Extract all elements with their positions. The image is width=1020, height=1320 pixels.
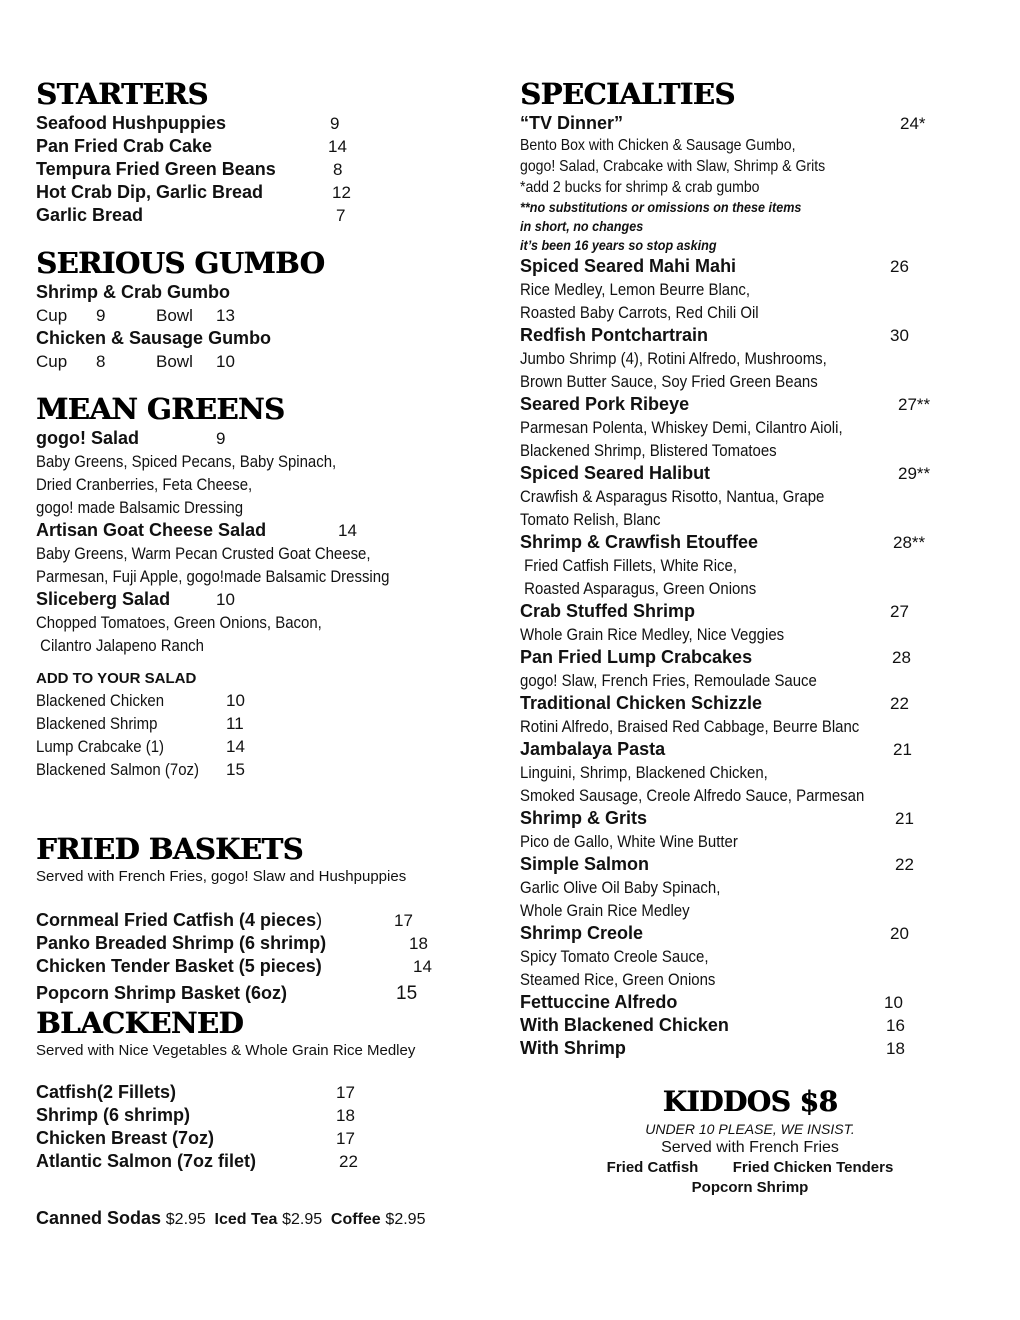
item-name: Shrimp Creole <box>520 923 644 943</box>
item-name: Traditional Chicken Schizzle <box>520 693 763 713</box>
menu-item <box>36 955 496 978</box>
cup-price: 9 <box>96 306 106 325</box>
menu-item <box>520 738 990 761</box>
gumbo-size-row <box>36 350 496 373</box>
item-description: Dried Cranberries, Feta Cheese, <box>36 475 253 494</box>
item-description: Fried Catfish Fillets, White Rice, <box>520 556 737 575</box>
addon-name: Blackened Shrimp <box>36 714 158 733</box>
addon-price: 15 <box>226 760 245 779</box>
menu-item <box>520 646 990 669</box>
drink-name: Iced Tea <box>214 1211 278 1228</box>
menu-item <box>36 1104 496 1127</box>
addon-price: 10 <box>226 691 245 710</box>
item-price: 10 <box>884 993 903 1012</box>
addon-row <box>36 689 496 712</box>
item-price: 17 <box>336 1129 355 1148</box>
item-name: Spiced Seared Mahi Mahi <box>520 256 737 276</box>
blackened-list <box>36 1081 496 1173</box>
item-description: Linguini, Shrimp, Blackened Chicken, <box>520 763 768 782</box>
menu-item <box>36 1127 496 1150</box>
item-name: Popcorn Shrimp Basket (6oz) <box>36 983 288 1003</box>
item-name: “TV Dinner” <box>520 113 624 133</box>
menu-item <box>36 204 496 227</box>
item-price: 22 <box>895 855 914 874</box>
item-name: Tempura Fried Green Beans <box>36 159 276 179</box>
greens-list <box>36 427 496 781</box>
item-description: Blackened Shrimp, Blistered Tomatoes <box>520 441 777 460</box>
menu-item <box>36 135 496 158</box>
menu-item <box>520 324 990 347</box>
item-name: Jambalaya Pasta <box>520 739 666 759</box>
item-description: Parmesan, Fuji Apple, gogo!made Balsamic Dressing <box>36 567 390 586</box>
right-column <box>520 72 990 1060</box>
menu-item <box>36 909 496 932</box>
item-description: *add 2 bucks for shrimp & crab gumbo <box>520 179 760 196</box>
addon-name: Blackened Chicken <box>36 691 165 710</box>
item-description: Baby Greens, Spiced Pecans, Baby Spinach, <box>36 452 337 471</box>
item-price: 8 <box>333 160 343 179</box>
item-name: Seafood Hushpuppies <box>36 113 227 133</box>
item-description: Brown Butter Sauce, Soy Fried Green Beans <box>520 372 818 391</box>
item-name: Catfish(2 Fillets) <box>36 1082 177 1102</box>
item-name: Pan Fried Lump Crabcakes <box>520 647 753 667</box>
item-name: With Shrimp <box>520 1038 626 1058</box>
drink-name: Coffee <box>330 1211 381 1228</box>
item-price: 9 <box>330 114 340 133</box>
blackened-subtitle: Served with Nice Vegetables & Whole Grain Rice Medley <box>36 1042 416 1059</box>
fried-heading: FRIED BASKETS <box>36 832 303 866</box>
item-description: gogo! made Balsamic Dressing <box>36 498 244 517</box>
item-price: 30 <box>890 326 909 345</box>
menu-note: it’s been 16 years so stop asking <box>520 237 717 253</box>
cup-price: 8 <box>96 352 106 371</box>
item-name: Artisan Goat Cheese Salad <box>36 520 267 540</box>
menu-item <box>36 158 496 181</box>
item-name: Chicken Breast (7oz) <box>36 1128 215 1148</box>
addon-name: Lump Crabcake (1) <box>36 737 165 756</box>
blackened-heading: BLACKENED <box>36 1006 244 1040</box>
gumbo-size-row <box>36 304 496 327</box>
menu-item <box>36 982 496 1005</box>
item-description: Bento Box with Chicken & Sausage Gumbo, <box>520 137 796 154</box>
item-description: Baby Greens, Warm Pecan Crusted Goat Cheese, <box>36 544 371 563</box>
kiddos-note: UNDER 10 PLEASE, WE INSIST. <box>645 1121 855 1137</box>
addon-name: Blackened Salmon (7oz) <box>36 760 199 779</box>
item-name: Crab Stuffed Shrimp <box>520 601 696 621</box>
item-price: 28 <box>892 648 911 667</box>
addon-row <box>36 735 496 758</box>
item-price: 21 <box>893 740 912 759</box>
item-price: 18 <box>886 1039 905 1058</box>
fried-subtitle: Served with French Fries, gogo! Slaw and Hushpuppies <box>36 868 407 885</box>
item-description: Parmesan Polenta, Whiskey Demi, Cilantro Aioli, <box>520 418 843 437</box>
menu-item <box>36 1150 496 1173</box>
item-price: 21 <box>895 809 914 828</box>
item-price: 29** <box>898 464 931 483</box>
menu-item <box>36 112 496 135</box>
item-price: 16 <box>886 1016 905 1035</box>
item-name: Pan Fried Crab Cake <box>36 136 213 156</box>
addon-row <box>36 758 496 781</box>
item-price: 18 <box>336 1106 355 1125</box>
specialties-heading: SPECIALTIES <box>520 77 735 111</box>
menu-item <box>36 1081 496 1104</box>
item-price: 27 <box>890 602 909 621</box>
menu-item-tv-dinner <box>520 112 990 135</box>
menu-item <box>520 255 990 278</box>
left-column <box>36 72 496 1173</box>
fried-list <box>36 909 496 1005</box>
item-description: Roasted Asparagus, Green Onions <box>520 579 757 598</box>
item-price: 18 <box>409 934 428 953</box>
menu-item <box>36 181 496 204</box>
drinks-line <box>36 1208 429 1229</box>
item-description: Smoked Sausage, Creole Alfredo Sauce, Parmesan <box>520 786 865 805</box>
item-price: 22 <box>890 694 909 713</box>
drink-price: $2.95 <box>165 1211 206 1228</box>
kiddos-item: Fried Catfish <box>606 1159 699 1176</box>
item-name: Cornmeal Fried Catfish (4 pieces <box>36 910 317 930</box>
menu-item: Chicken & Sausage Gumbo <box>36 328 272 348</box>
menu-item <box>36 519 496 542</box>
item-price: 7 <box>336 206 346 225</box>
item-description: Spicy Tomato Creole Sauce, <box>520 947 709 966</box>
item-price: 14 <box>338 521 357 540</box>
gumbo-heading: SERIOUS GUMBO <box>36 246 325 280</box>
menu-item <box>520 853 990 876</box>
item-description: Crawfish & Asparagus Risotto, Nantua, Grape <box>520 487 825 506</box>
item-name: Shrimp & Crawfish Etouffee <box>520 532 759 552</box>
menu-item <box>520 692 990 715</box>
kiddos-item: Popcorn Shrimp <box>691 1179 809 1196</box>
item-name: With Blackened Chicken <box>520 1015 729 1035</box>
item-price: 10 <box>216 590 235 609</box>
item-description: Garlic Olive Oil Baby Spinach, <box>520 878 721 897</box>
item-description: Jumbo Shrimp (4), Rotini Alfredo, Mushrooms, <box>520 349 827 368</box>
bowl-label: Bowl <box>156 352 193 371</box>
item-name: Panko Breaded Shrimp (6 shrimp) <box>36 933 327 953</box>
item-name: Garlic Bread <box>36 205 144 225</box>
bowl-price: 10 <box>216 352 235 371</box>
cup-label: Cup <box>36 306 68 325</box>
item-description: Tomato Relish, Blanc <box>520 510 661 529</box>
bowl-price: 13 <box>216 306 235 325</box>
item-price: 26 <box>890 257 909 276</box>
item-price: 14 <box>413 957 432 976</box>
item-price: 9 <box>216 429 226 448</box>
kiddos-items-line <box>600 1158 900 1178</box>
menu-item: Shrimp & Crab Gumbo <box>36 282 231 302</box>
item-description: Cilantro Jalapeno Ranch <box>36 636 204 655</box>
menu-item <box>520 531 990 554</box>
menu-item <box>520 1014 990 1037</box>
item-price: 24* <box>900 114 926 133</box>
addon-price: 14 <box>226 737 245 756</box>
item-price: 22 <box>339 1152 358 1171</box>
item-description: gogo! Salad, Crabcake with Slaw, Shrimp & Grits <box>520 158 826 175</box>
starters-list <box>36 112 496 227</box>
menu-item <box>520 922 990 945</box>
menu-note: in short, no changes <box>520 218 644 234</box>
starters-heading: STARTERS <box>36 77 208 111</box>
item-description: Whole Grain Rice Medley <box>520 901 690 920</box>
menu-item <box>36 588 496 611</box>
menu-item <box>36 427 496 450</box>
item-description: Steamed Rice, Green Onions <box>520 970 716 989</box>
greens-heading: MEAN GREENS <box>36 392 285 426</box>
menu-item <box>520 991 990 1014</box>
item-name: Simple Salmon <box>520 854 650 874</box>
item-description: Rotini Alfredo, Braised Red Cabbage, Beurre Blanc <box>520 717 860 736</box>
gumbo-list <box>36 281 496 373</box>
item-price: 28** <box>893 533 926 552</box>
item-name: Shrimp (6 shrimp) <box>36 1105 191 1125</box>
addon-price: 11 <box>226 714 244 733</box>
item-name: gogo! Salad <box>36 428 139 448</box>
specialties-list <box>520 255 990 1060</box>
item-name: Redfish Pontchartrain <box>520 325 709 345</box>
item-description: Chopped Tomatoes, Green Onions, Bacon, <box>36 613 322 632</box>
menu-item <box>36 932 496 955</box>
menu-note: **no substitutions or omissions on these items <box>520 199 802 215</box>
menu-item <box>520 807 990 830</box>
item-name: Hot Crab Dip, Garlic Bread <box>36 182 264 202</box>
item-price: 12 <box>332 183 351 202</box>
kiddos-served: Served with French Fries <box>661 1139 839 1156</box>
menu-item <box>520 393 990 416</box>
menu-item <box>520 600 990 623</box>
item-description: Rice Medley, Lemon Beurre Blanc, <box>520 280 751 299</box>
item-price: 17 <box>394 911 413 930</box>
item-name: Seared Pork Ribeye <box>520 394 690 414</box>
item-description: Roasted Baby Carrots, Red Chili Oil <box>520 303 759 322</box>
bowl-label: Bowl <box>156 306 193 325</box>
menu-item <box>520 1037 990 1060</box>
item-price: 27** <box>898 395 931 414</box>
drink-name: Canned Sodas <box>36 1208 162 1228</box>
drink-price: $2.95 <box>282 1211 323 1228</box>
item-price: 17 <box>336 1083 355 1102</box>
item-name-suffix: ) <box>316 910 323 930</box>
menu-item <box>520 462 990 485</box>
item-price: 15 <box>396 983 418 1004</box>
kiddos-heading: KIDDOS $8 <box>662 1085 838 1118</box>
kiddos-item: Fried Chicken Tenders <box>732 1159 894 1176</box>
kiddos-section <box>600 1084 900 1198</box>
item-name: Sliceberg Salad <box>36 589 171 609</box>
item-description: Whole Grain Rice Medley, Nice Veggies <box>520 625 785 644</box>
item-description: Pico de Gallo, White Wine Butter <box>520 832 738 851</box>
addons-heading: ADD TO YOUR SALAD <box>36 670 197 687</box>
item-name: Shrimp & Grits <box>520 808 648 828</box>
item-description: gogo! Slaw, French Fries, Remoulade Sauce <box>520 671 817 690</box>
item-name: Fettuccine Alfredo <box>520 992 678 1012</box>
item-price: 20 <box>890 924 909 943</box>
addon-row <box>36 712 496 735</box>
item-name: Chicken Tender Basket (5 pieces) <box>36 956 322 976</box>
item-price: 14 <box>328 137 347 156</box>
item-name: Atlantic Salmon (7oz filet) <box>36 1151 257 1171</box>
drink-price: $2.95 <box>385 1211 426 1228</box>
cup-label: Cup <box>36 352 68 371</box>
item-name: Spiced Seared Halibut <box>520 463 711 483</box>
